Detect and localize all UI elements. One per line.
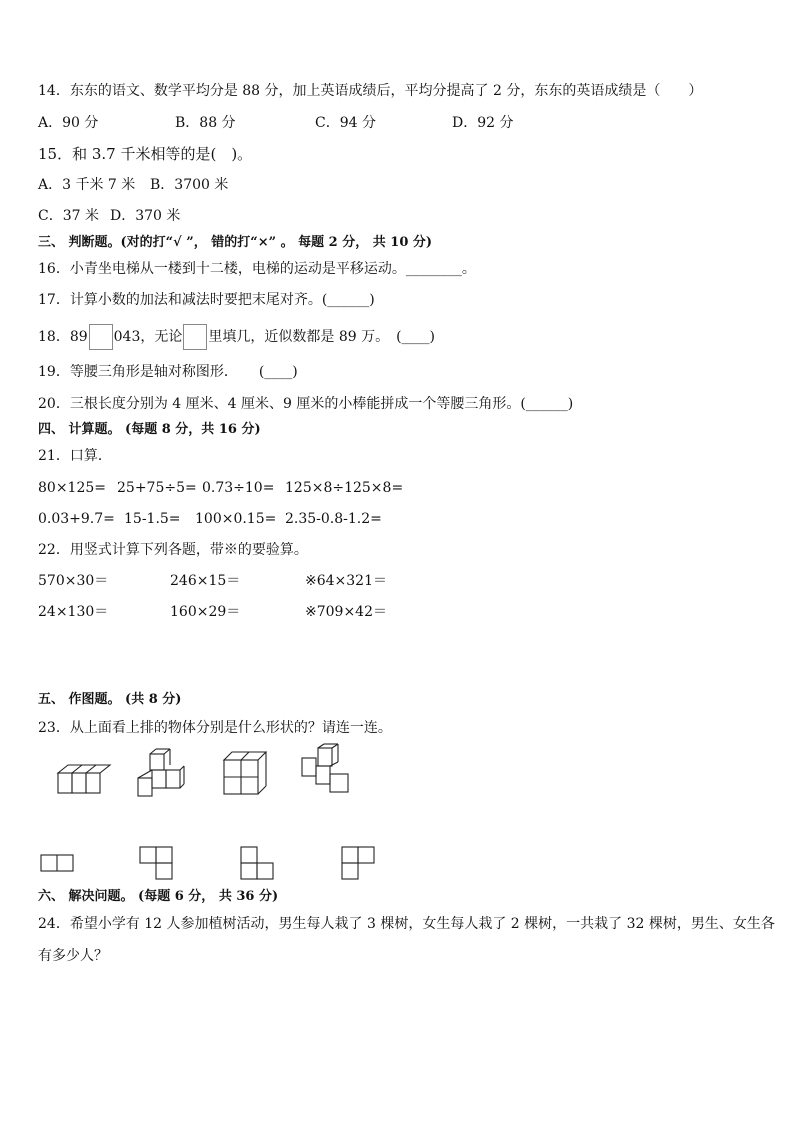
q14-option-d: D．92 分 bbox=[452, 115, 514, 131]
q24-text-line-2: 有多少人？ bbox=[38, 948, 108, 964]
q15-text: 15．和 3.7 千米相等的是( )。 bbox=[38, 145, 253, 163]
q15-option-b: B．3700 米 bbox=[150, 177, 229, 193]
q16-text: 16．小青坐电梯从一楼到十二楼，电梯的运动是平移运动。________。 bbox=[38, 261, 476, 277]
q18-part2: 043，无论 bbox=[113, 329, 183, 345]
q22-text: 22．用竖式计算下列各题，带※的要验算。 bbox=[38, 542, 308, 558]
q21-item: 100×0.15= bbox=[195, 511, 277, 527]
cube-group-1-figure bbox=[55, 760, 105, 796]
q18-text bbox=[38, 324, 435, 350]
q22-item: 24×130＝ bbox=[38, 604, 109, 620]
section-4-title: 四、 计算题。 (每题 8 分，共 16 分) bbox=[38, 422, 261, 437]
top-view-shape-2[interactable] bbox=[139, 845, 175, 881]
top-view-shape-4[interactable] bbox=[341, 845, 377, 881]
q22-item: 160×29＝ bbox=[170, 604, 241, 620]
top-view-shape-1[interactable] bbox=[40, 852, 76, 874]
q21-item: 80×125= bbox=[38, 480, 106, 496]
q19-text: 19．等腰三角形是轴对称图形． (____) bbox=[38, 364, 298, 380]
q21-item: 0.73÷10= bbox=[202, 480, 275, 496]
q21-item: 15-1.5= bbox=[124, 511, 181, 527]
section-5-title: 五、 作图题。 (共 8 分) bbox=[38, 692, 182, 707]
section-3-title: 三、 判断题。(对的打“√ ”， 错的打“×” 。 每题 2 分， 共 10 分) bbox=[38, 235, 433, 250]
q23-text: 23．从上面看上排的物体分别是什么形状的？请连一连。 bbox=[38, 720, 392, 736]
q20-text: 20．三根长度分别为 4 厘米、4 厘米、9 厘米的小棒能拼成一个等腰三角形。(______) bbox=[38, 396, 574, 412]
q21-item: 2.35-0.8-1.2= bbox=[285, 511, 382, 527]
cube-group-4-figure bbox=[300, 744, 356, 796]
q15-option-c: C．37 米 bbox=[38, 208, 99, 224]
q21-item: 25+75÷5= bbox=[117, 480, 197, 496]
q18-blank-box-1[interactable] bbox=[89, 324, 113, 350]
cube-group-3-figure bbox=[222, 750, 268, 796]
q24-text-line-1: 24．希望小学有 12 人参加植树活动，男生每人栽了 3 棵树，女生每人栽了 2 棵树，一共栽了 32 棵树，男生、女生各 bbox=[38, 916, 775, 932]
top-view-shape-3[interactable] bbox=[240, 845, 276, 881]
cube-group-2-figure bbox=[136, 748, 186, 798]
q14-text: 14．东东的语文、数学平均分是 88 分，加上英语成绩后，平均分提高了 2 分，东东的英语成绩是（ ） bbox=[38, 83, 703, 99]
q14-option-a: A．90 分 bbox=[38, 115, 99, 131]
q21-text: 21．口算． bbox=[38, 448, 112, 464]
q17-text: 17．计算小数的加法和减法时要把末尾对齐。(______) bbox=[38, 292, 375, 308]
q22-item: 570×30＝ bbox=[38, 573, 109, 589]
section-6-title: 六、 解决问题。 (每题 6 分， 共 36 分) bbox=[38, 889, 279, 904]
q22-item: ※64×321＝ bbox=[305, 573, 387, 589]
q15-option-d: D．370 米 bbox=[110, 208, 181, 224]
q14-option-b: B．88 分 bbox=[175, 115, 236, 131]
q21-item: 125×8÷125×8= bbox=[285, 480, 404, 496]
q18-part3: 里填几，近似数都是 89 万。 (____) bbox=[208, 329, 436, 345]
q22-item: ※709×42＝ bbox=[305, 604, 387, 620]
q18-blank-box-2[interactable] bbox=[183, 324, 207, 350]
q15-option-a: A．3 千米 7 米 bbox=[38, 177, 136, 193]
q18-part1: 18．89 bbox=[38, 329, 88, 345]
q21-item: 0.03+9.7= bbox=[38, 511, 115, 527]
q14-option-c: C．94 分 bbox=[315, 115, 376, 131]
q22-item: 246×15＝ bbox=[170, 573, 241, 589]
